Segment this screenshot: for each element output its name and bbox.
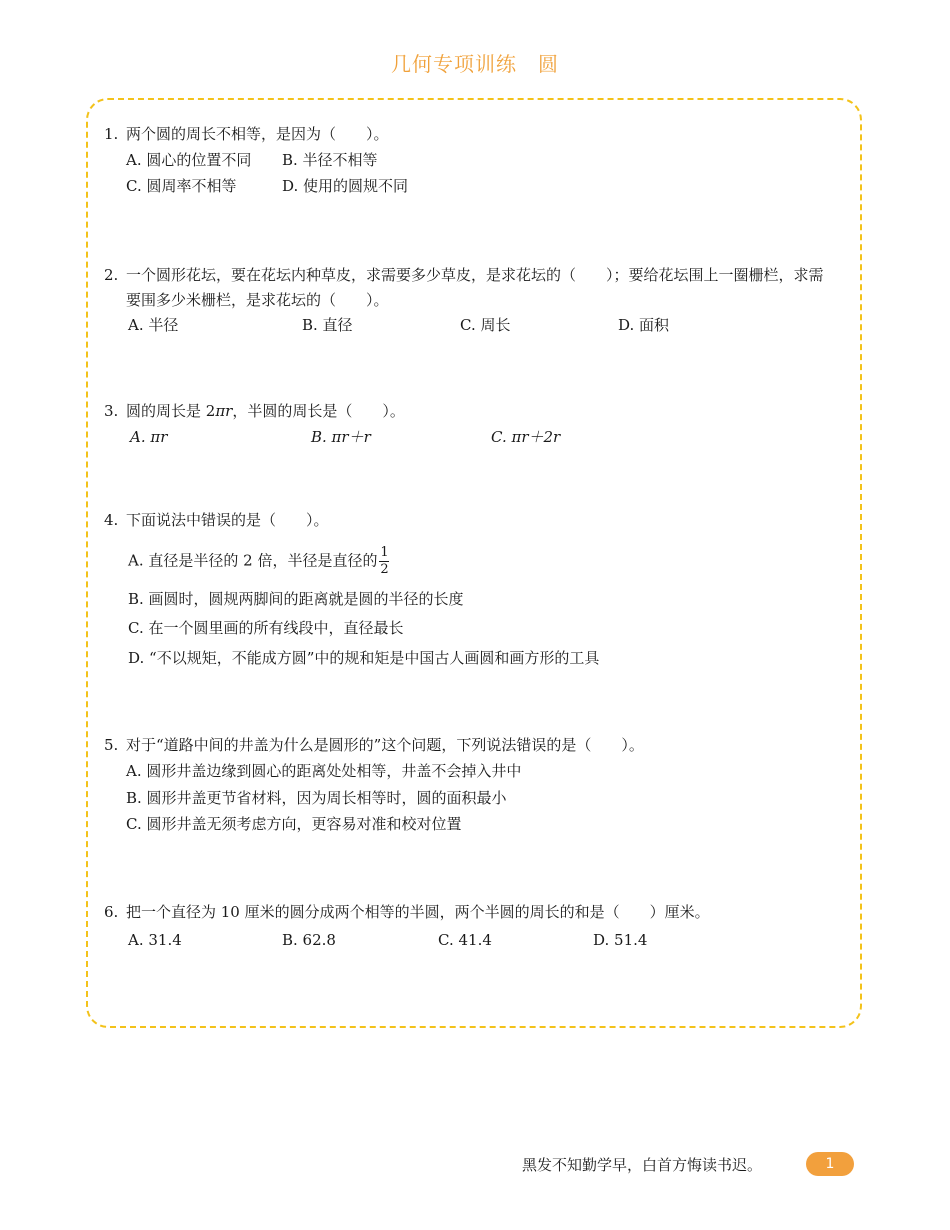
q2-option-a: A. 半径: [128, 316, 179, 334]
q4-option-c: C. 在一个圆里画的所有线段中，直径最长: [128, 619, 404, 637]
question-text: 把一个直径为 10 厘米的圆分成两个相等的半圆，两个半圆的周长的和是（ ）厘米。: [126, 903, 710, 921]
question-1: [104, 121, 389, 147]
q6-option-c: C. 41.4: [438, 931, 492, 949]
fraction-denominator: 2: [380, 562, 389, 577]
q4-option-d: D. “不以规矩，不能成方圆”中的规和矩是中国古人画圆和画方形的工具: [128, 649, 600, 667]
q1-option-a: A. 圆心的位置不同: [126, 151, 252, 169]
q2-option-b: B. 直径: [302, 316, 353, 334]
question-text: 对于“道路中间的井盖为什么是圆形的”这个问题，下列说法错误的是（ ）。: [126, 736, 644, 754]
q2-option-d: D. 面积: [618, 316, 670, 334]
question-text: 下面说法中错误的是（ ）。: [126, 511, 329, 529]
question-number: 1.: [104, 125, 119, 143]
question-text-post: ，半圆的周长是（ ）。: [232, 402, 405, 420]
q1-option-b: B. 半径不相等: [282, 151, 378, 169]
q6-option-d: D. 51.4: [593, 931, 648, 949]
q5-option-a: A. 圆形井盖边缘到圆心的距离处处相等，井盖不会掉入井中: [126, 762, 522, 780]
fraction-one-half: [379, 546, 389, 577]
question-4: [104, 507, 329, 533]
question-number: 5.: [104, 736, 119, 754]
question-text-formula: πr: [215, 402, 233, 420]
page-number-badge: 1: [806, 1152, 854, 1176]
q3-option-b: B. πr＋r: [311, 428, 371, 446]
q1-option-c: C. 圆周率不相等: [126, 177, 237, 195]
q4-option-a: [128, 546, 389, 577]
q3-option-c: C. πr＋2r: [491, 428, 561, 446]
question-text-pre: 圆的周长是 2: [126, 402, 216, 420]
question-2: [104, 262, 824, 288]
question-number: 6.: [104, 903, 119, 921]
question-number: 2.: [104, 266, 119, 284]
q5-option-b: B. 圆形井盖更节省材料，因为周长相等时，圆的面积最小: [126, 789, 507, 807]
question-5: [104, 732, 644, 758]
q4-option-a-text: A. 直径是半径的 2 倍，半径是直径的: [128, 551, 378, 570]
q5-option-c: C. 圆形井盖无须考虑方向，更容易对准和校对位置: [126, 815, 462, 833]
question-3: [104, 398, 405, 424]
q3-option-a: A. πr: [130, 428, 168, 446]
question-text: 两个圆的周长不相等，是因为（ ）。: [126, 125, 389, 143]
question-number: 3.: [104, 402, 119, 420]
question-number: 4.: [104, 511, 119, 529]
q1-option-d: D. 使用的圆规不同: [282, 177, 409, 195]
q4-option-b: B. 画圆时，圆规两脚间的距离就是圆的半径的长度: [128, 590, 464, 608]
footer-motto: 黑发不知勤学早，白首方悔读书迟。: [522, 1156, 763, 1174]
q2-option-c: C. 周长: [460, 316, 511, 334]
question-2-line2: 要围多少米栅栏，是求花坛的（ ）。: [126, 291, 389, 309]
q6-option-a: A. 31.4: [128, 931, 182, 949]
page-title: 几何专项训练 圆: [391, 52, 559, 76]
question-text-line1: 一个圆形花坛，要在花坛内种草皮，求需要多少草皮，是求花坛的（ ）；要给花坛围上一圈栅栏，求需: [126, 266, 824, 284]
fraction-numerator: 1: [380, 545, 389, 560]
question-6: [104, 899, 710, 925]
q6-option-b: B. 62.8: [282, 931, 336, 949]
